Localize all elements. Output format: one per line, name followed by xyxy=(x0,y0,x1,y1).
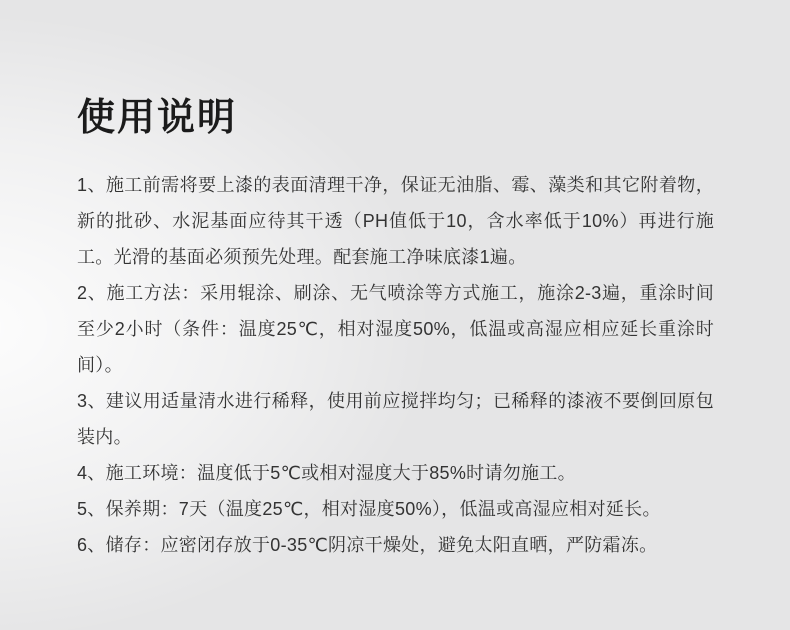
page-title: 使用说明 xyxy=(77,97,238,139)
instruction-item-5: 5、保养期：7天（温度25℃，相对湿度50%），低温或高湿应相对延长。 xyxy=(77,498,661,519)
instruction-item-2: 2、施工方法：采用辊涂、刷涂、无气喷涂等方式施工，施涂2-3遍，重涂时间至少2小时（条件：温度25℃，相对湿度50%，低温或高湿应相应延长重涂时间）。 xyxy=(77,282,714,375)
instruction-item-1: 1、施工前需将要上漆的表面清理干净，保证无油脂、霉、藻类和其它附着物，新的批砂、水泥基面应待其干透（PH值低于10，含水率低于10%）再进行施工。光滑的基面必须预先处理。配套施工净味底漆1遍。 xyxy=(77,174,714,267)
instruction-item-3: 3、建议用适量清水进行稀释，使用前应搅拌均匀；已稀释的漆液不要倒回原包装内。 xyxy=(77,390,714,447)
instruction-item-6: 6、储存：应密闭存放于0-35℃阴凉干燥处，避免太阳直晒，严防霜冻。 xyxy=(77,534,658,555)
instruction-item-4: 4、施工环境：温度低于5℃或相对湿度大于85%时请勿施工。 xyxy=(77,462,576,483)
